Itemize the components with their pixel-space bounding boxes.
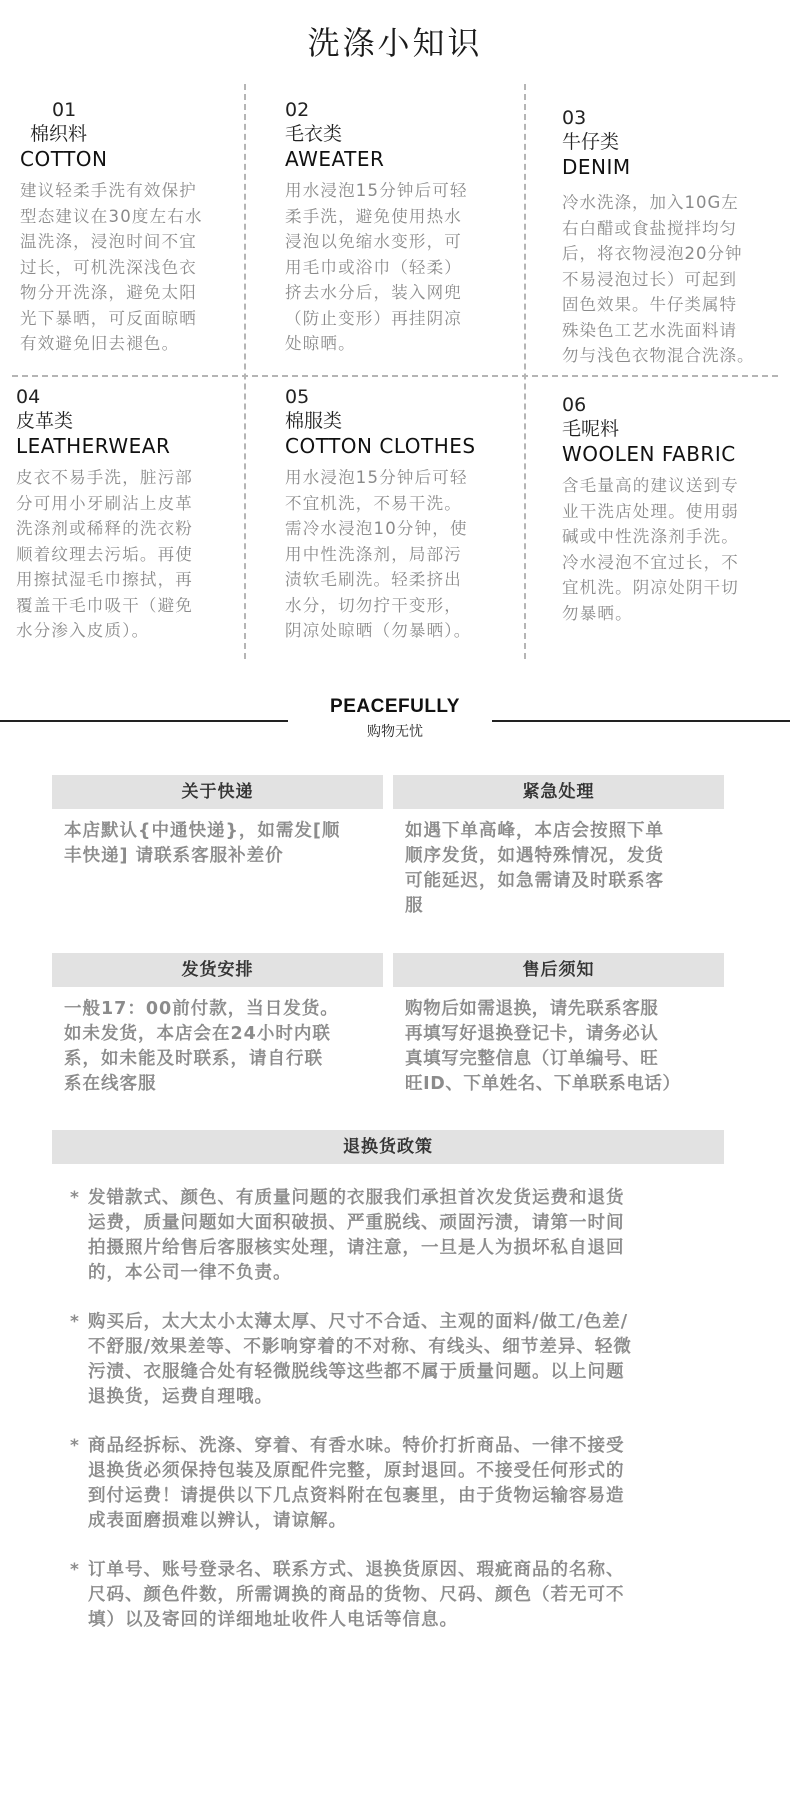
list-item: [52, 1434, 724, 1534]
care-item-cn-name: 毛衣类: [285, 123, 343, 145]
care-item-en-name: LEATHERWEAR: [16, 434, 171, 458]
bullet-star: *: [70, 1436, 79, 1456]
info-box-aftersale: [393, 953, 724, 1097]
care-item-description: 冷水洗涤，加入10G左 右白醋或食盐搅拌均匀 后，将衣物浸泡20分钟 不易浸泡过长）可起到 固色效果。牛仔类属特 殊染色工艺水洗面料请 勿与浅色衣物混合洗涤。: [562, 193, 755, 365]
info-box-shipping: [52, 953, 383, 1097]
info-box-body: 如遇下单高峰，本店会按照下单 顺序发货，如遇特殊情况，发货 可能延迟，如急需请及时联系客 服: [405, 821, 664, 916]
care-item-woolen: [562, 393, 787, 626]
care-item-number: 03: [562, 107, 587, 129]
care-item-cn-name: 棉服类: [285, 410, 343, 432]
return-policy-list: [52, 1186, 724, 1633]
care-item-description: 含毛量高的建议送到专 业干洗店处理。使用弱 碱或中性洗涤剂手洗。 冷水浸泡不宜过长，不 宜机洗。阴凉处阴干切 勿暴晒。: [562, 476, 739, 623]
list-item: [52, 1310, 724, 1410]
care-item-number: 01: [52, 99, 77, 121]
policy-item-text: 商品经拆标、洗涤、穿着、有香水味。特价打折商品、一律不接受 退换货必须保持包装及原配件完整，原封退回。不接受任何形式的 到付运费！请提供以下几点资料附在包裹里，由于货物运输容易造 成表面磨损难以辨认，请谅解。: [88, 1436, 625, 1531]
care-item-number: 06: [562, 394, 587, 416]
care-item-cn-name: 棉织料: [30, 123, 88, 145]
care-item-cn-name: 牛仔类: [562, 131, 620, 153]
care-item-cotton: [20, 98, 245, 357]
bullet-star: *: [70, 1312, 79, 1332]
info-box-urgent: [393, 775, 724, 919]
info-box-title: 关于快递: [52, 775, 383, 809]
care-grid: [0, 78, 790, 658]
care-item-cotton-clothes: [285, 385, 510, 644]
care-item-sweater: [285, 98, 510, 357]
care-item-description: 建议轻柔手洗有效保护 型态建议在30度左右水 温洗涤，浸泡时间不宜 过长，可机洗深浅色衣 物分开洗涤，避免太阳 光下暴晒，可反面晾晒 有效避免旧去褪色。: [20, 181, 203, 353]
care-item-en-name: DENIM: [562, 155, 631, 179]
care-item-en-name: AWEATER: [285, 147, 385, 171]
brand-banner: [0, 696, 790, 746]
care-item-number: 04: [16, 386, 41, 408]
care-item-en-name: COTTON CLOTHES: [285, 434, 476, 458]
grid-divider-vertical: [524, 84, 526, 659]
bullet-star: *: [70, 1560, 79, 1580]
care-item-description: 用水浸泡15分钟后可轻 不宜机洗，不易干洗。 需冷水浸泡10分钟，使 用中性洗涤剂，局部污 渍软毛刷洗。轻柔挤出 水分，切勿拧干变形， 阴凉处晾晒（勿暴晒）。: [285, 468, 472, 640]
brand-name: PEACEFULLY: [330, 696, 460, 717]
info-box-body: 一般17：00前付款，当日发货。 如未发货，本店会在24小时内联 系，如未能及时联系，请自行联 系在线客服: [64, 999, 339, 1094]
care-item-denim: [562, 106, 790, 369]
return-policy-title: 退换货政策: [52, 1130, 724, 1164]
list-item: [52, 1558, 724, 1633]
info-box-title: 售后须知: [393, 953, 724, 987]
brand-rule-right: [492, 720, 790, 722]
brand-subtitle: 购物无忧: [367, 724, 423, 740]
policy-item-text: 发错款式、颜色、有质量问题的衣服我们承担首次发货运费和退货 运费，质量问题如大面积破损、严重脱线、顽固污渍，请第一时间 拍摄照片给售后客服核实处理，请注意，一旦是人为损坏私自退回 的，本公司一律不负责。: [88, 1188, 625, 1283]
care-item-number: 05: [285, 386, 310, 408]
care-item-number: 02: [285, 99, 310, 121]
info-box-body: 本店默认{中通快递}，如需发[顺 丰快递] 请联系客服补差价: [64, 821, 341, 866]
info-box-express: [52, 775, 383, 869]
return-policy: [52, 1130, 724, 1657]
policy-item-text: 购买后，太大太小太薄太厚、尺寸不合适、主观的面料/做工/色差/ 不舒服/效果差等、不影响穿着的不对称、有线头、细节差异、轻微 污渍、衣服缝合处有轻微脱线等这些都不属于质量问题。以上问题 退换货，运费自理哦。: [88, 1312, 632, 1407]
bullet-star: *: [70, 1188, 79, 1208]
info-box-body: 购物后如需退换，请先联系客服 再填写好退换登记卡，请务必认 真填写完整信息（订单编号、旺 旺ID、下单姓名、下单联系电话）: [405, 999, 681, 1094]
care-item-description: 皮衣不易手洗，脏污部 分可用小牙刷沾上皮革 洗涤剂或稀释的洗衣粉 顺着纹理去污垢。再使 用擦拭湿毛巾擦拭，再 覆盖干毛巾吸干（避免 水分渗入皮质）。: [16, 468, 193, 640]
policy-item-text: 订单号、账号登录名、联系方式、退换货原因、瑕疵商品的名称、 尺码、颜色件数，所需调换的商品的货物、尺码、颜色（若无可不 填）以及寄回的详细地址收件人电话等信息。: [88, 1560, 625, 1630]
brand-rule-left: [0, 720, 288, 722]
care-item-leather: [16, 385, 241, 644]
info-box-title: 紧急处理: [393, 775, 724, 809]
care-item-cn-name: 皮革类: [16, 410, 74, 432]
care-item-en-name: WOOLEN FABRIC: [562, 442, 736, 466]
care-item-cn-name: 毛呢料: [562, 418, 620, 440]
page-title: 洗涤小知识: [307, 24, 483, 62]
grid-divider-horizontal: [12, 375, 778, 377]
info-box-title: 发货安排: [52, 953, 383, 987]
care-item-en-name: COTTON: [20, 147, 108, 171]
care-item-description: 用水浸泡15分钟后可轻 柔手洗，避免使用热水 浸泡以免缩水变形，可 用毛巾或浴巾（轻柔） 挤去水分后，装入网兜 （防止变形）再挂阴凉 处晾晒。: [285, 181, 468, 353]
list-item: [52, 1186, 724, 1286]
